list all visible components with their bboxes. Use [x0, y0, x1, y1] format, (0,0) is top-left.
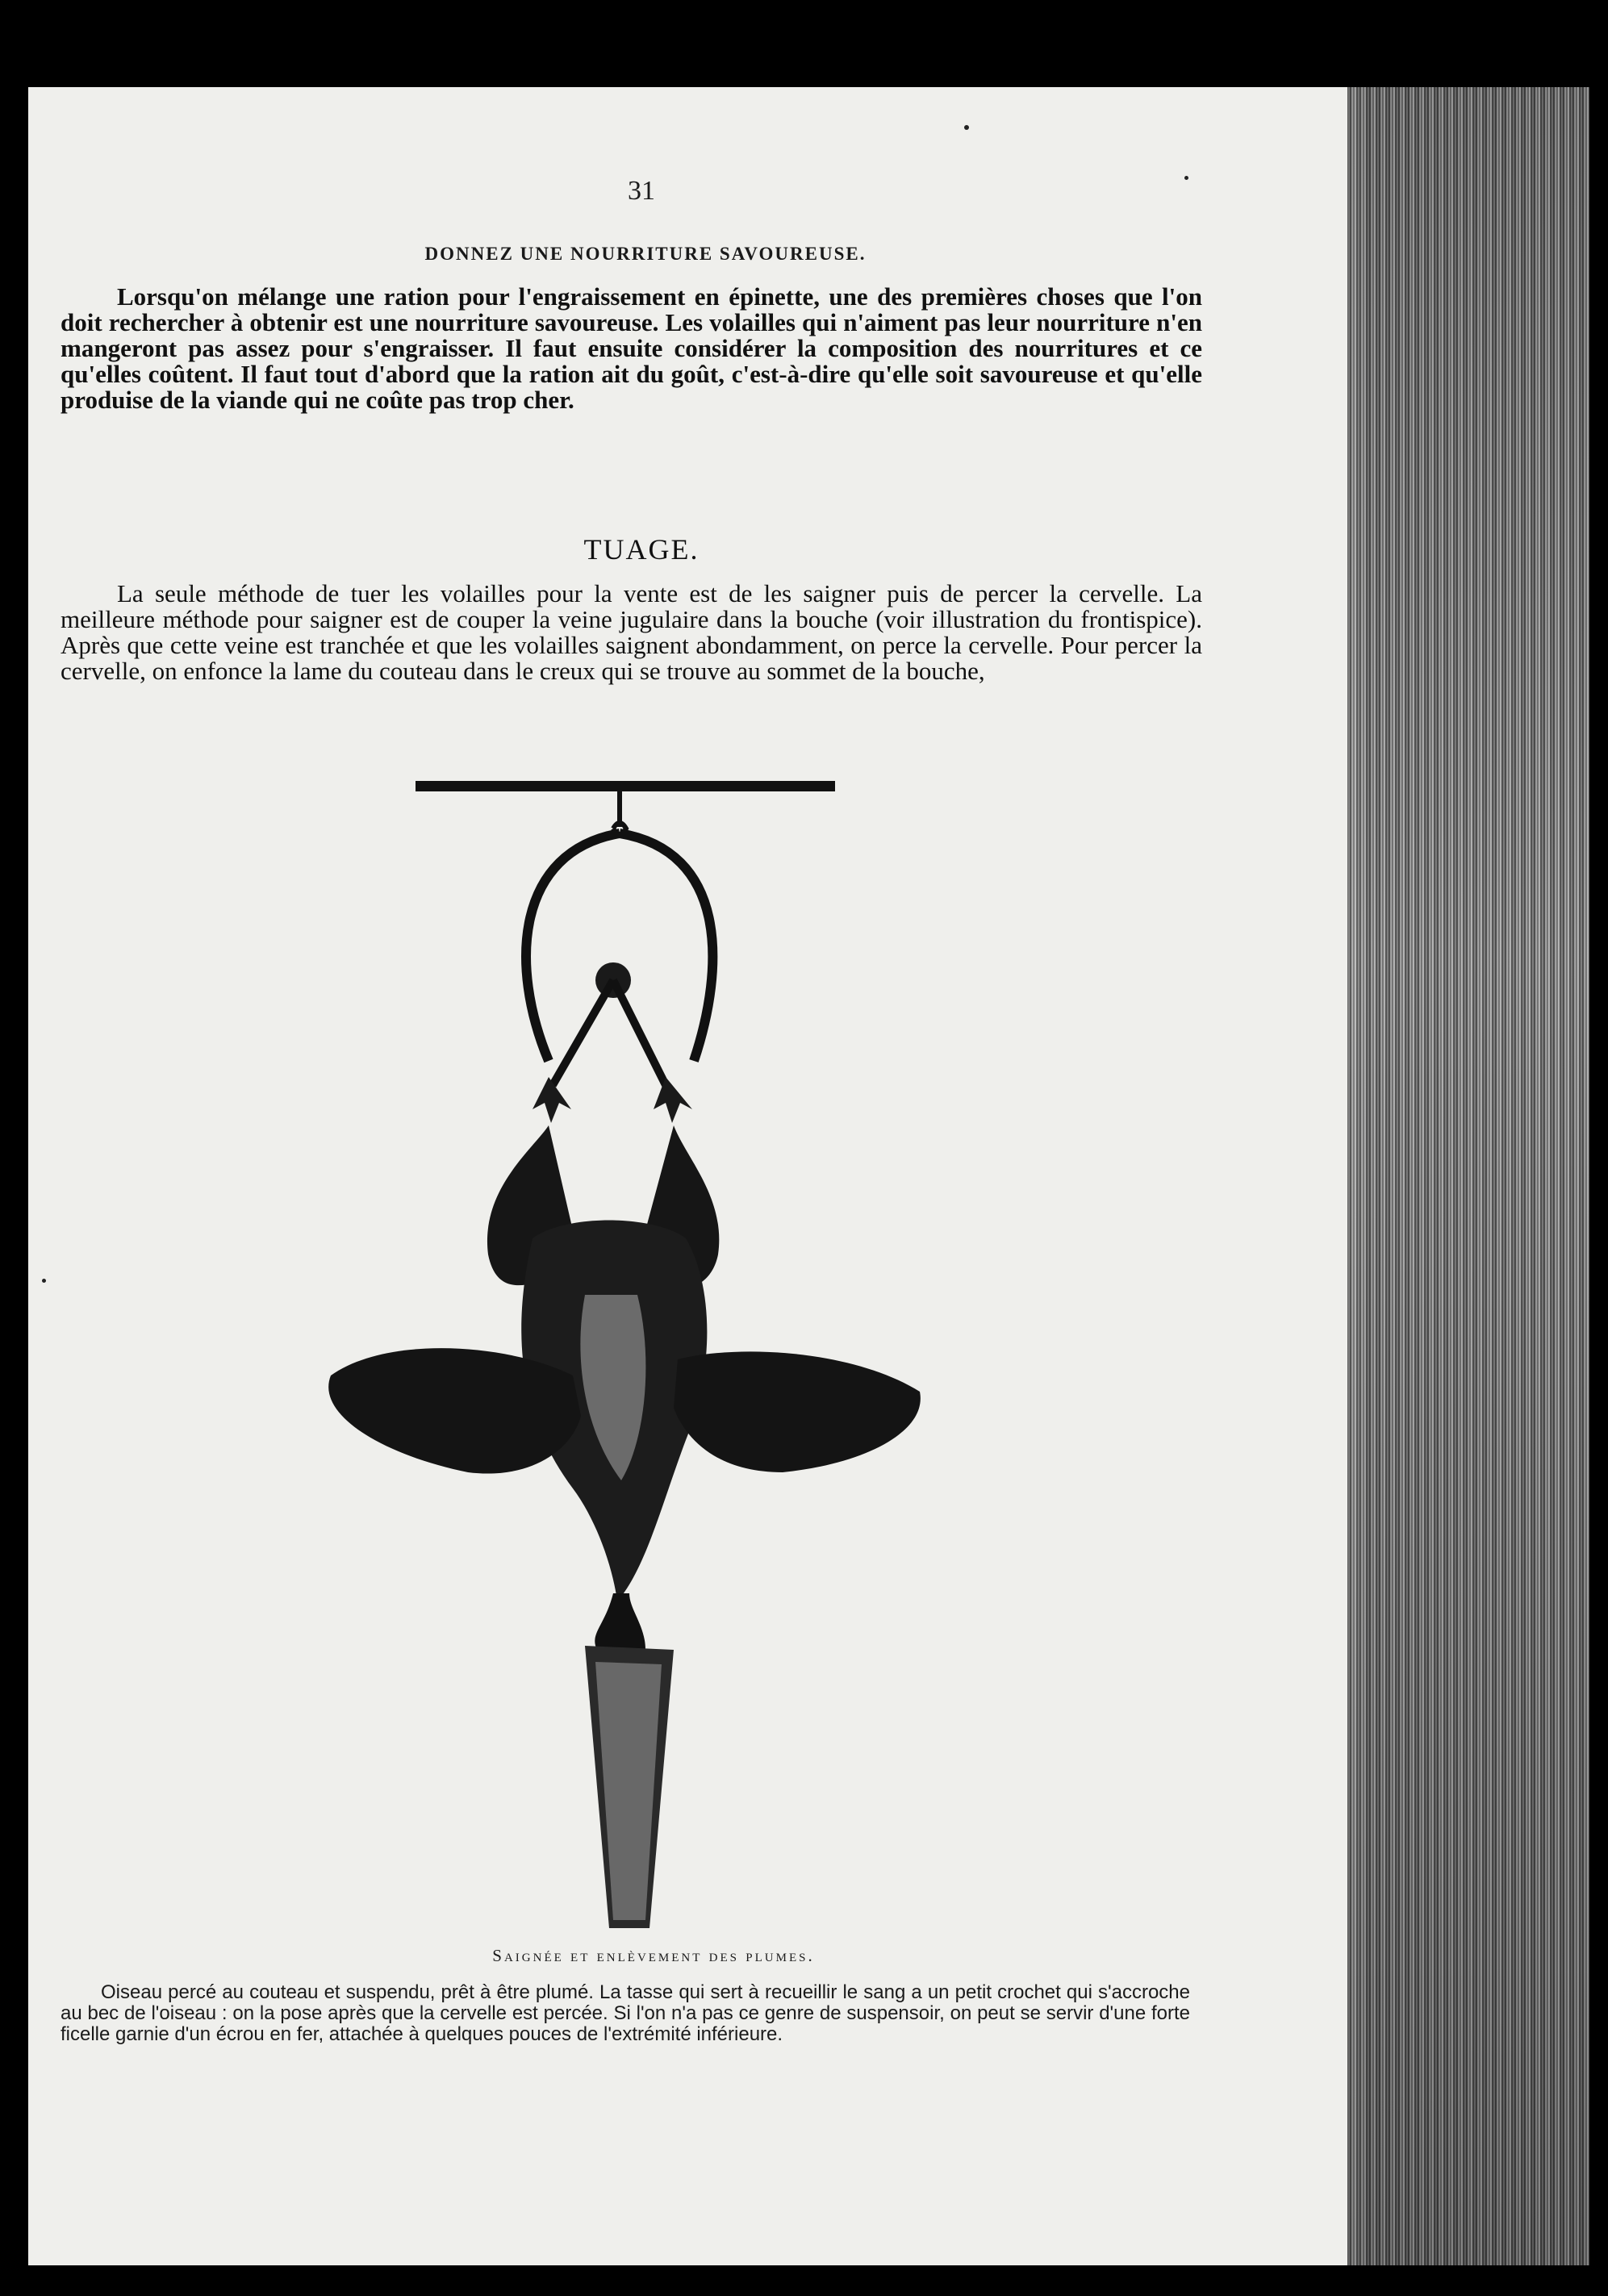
- hook-ring: [613, 791, 626, 834]
- dust-speck: [1184, 176, 1188, 180]
- section-heading: DONNEZ UNE NOURRITURE SAVOUREUSE.: [424, 244, 867, 264]
- figure-caption-title: Saignée et enlèvement des plumes.: [492, 1946, 815, 1965]
- wire-hanger: [526, 833, 712, 1061]
- suspension-bar: [416, 781, 835, 791]
- figure-caption-body: Oiseau percé au couteau et suspendu, prêt à être plumé. La tasse qui sert à recueillir le sang a un petit crochet qui s'accroche au bec de l'oiseau : on la pose après que la cervelle est percée. Si l'on n'a pas ce genre de suspensoir, on peut se servir d'une forte ficelle garnie d'un écrou en fer, attachée à quelques pouces de l'extrémité inférieure.: [61, 1981, 1190, 2045]
- dust-speck: [42, 1279, 46, 1283]
- bird-right-wing: [674, 1351, 921, 1472]
- paragraph-killing-method: La seule méthode de tuer les volailles pour la vente est de les saigner puis de percer la cervelle. La meilleure méthode pour saigner est de couper la veine jugulaire dans la bouche (voir illustration du frontispice). Après que cette veine est tranchée et que les volailles saignent abondamment, on perce la cervelle. Pour percer la cervelle, on enfonce la lame du couteau dans le creux qui se trouve au sommet de la bouche,: [61, 579, 1202, 685]
- bird-left-wing: [328, 1348, 581, 1473]
- page-number: 31: [628, 176, 655, 206]
- bleeding-bird-illustration: [307, 779, 936, 1936]
- paragraph-savory-food: Lorsqu'on mélange une ration pour l'engraissement en épinette, une des premières choses que l'on doit rechercher à obtenir est une nourriture savoureuse. Les volailles qui n'aiment pas leur nourriture n'en mangeront pas assez pour s'engraisser. Il faut ensuite considérer la composition des nourritures et ce qu'elles coûtent. Il faut tout d'abord que la ration ait du goût, c'est-à-dire qu'elle soit savoureuse et qu'elle produise de la viande qui ne coûte pas trop cher.: [61, 282, 1202, 414]
- book-fore-edge: [1347, 87, 1589, 2265]
- bird-head: [595, 1593, 645, 1650]
- dust-speck: [964, 125, 969, 130]
- section-title-tuage: TUAGE.: [583, 533, 700, 566]
